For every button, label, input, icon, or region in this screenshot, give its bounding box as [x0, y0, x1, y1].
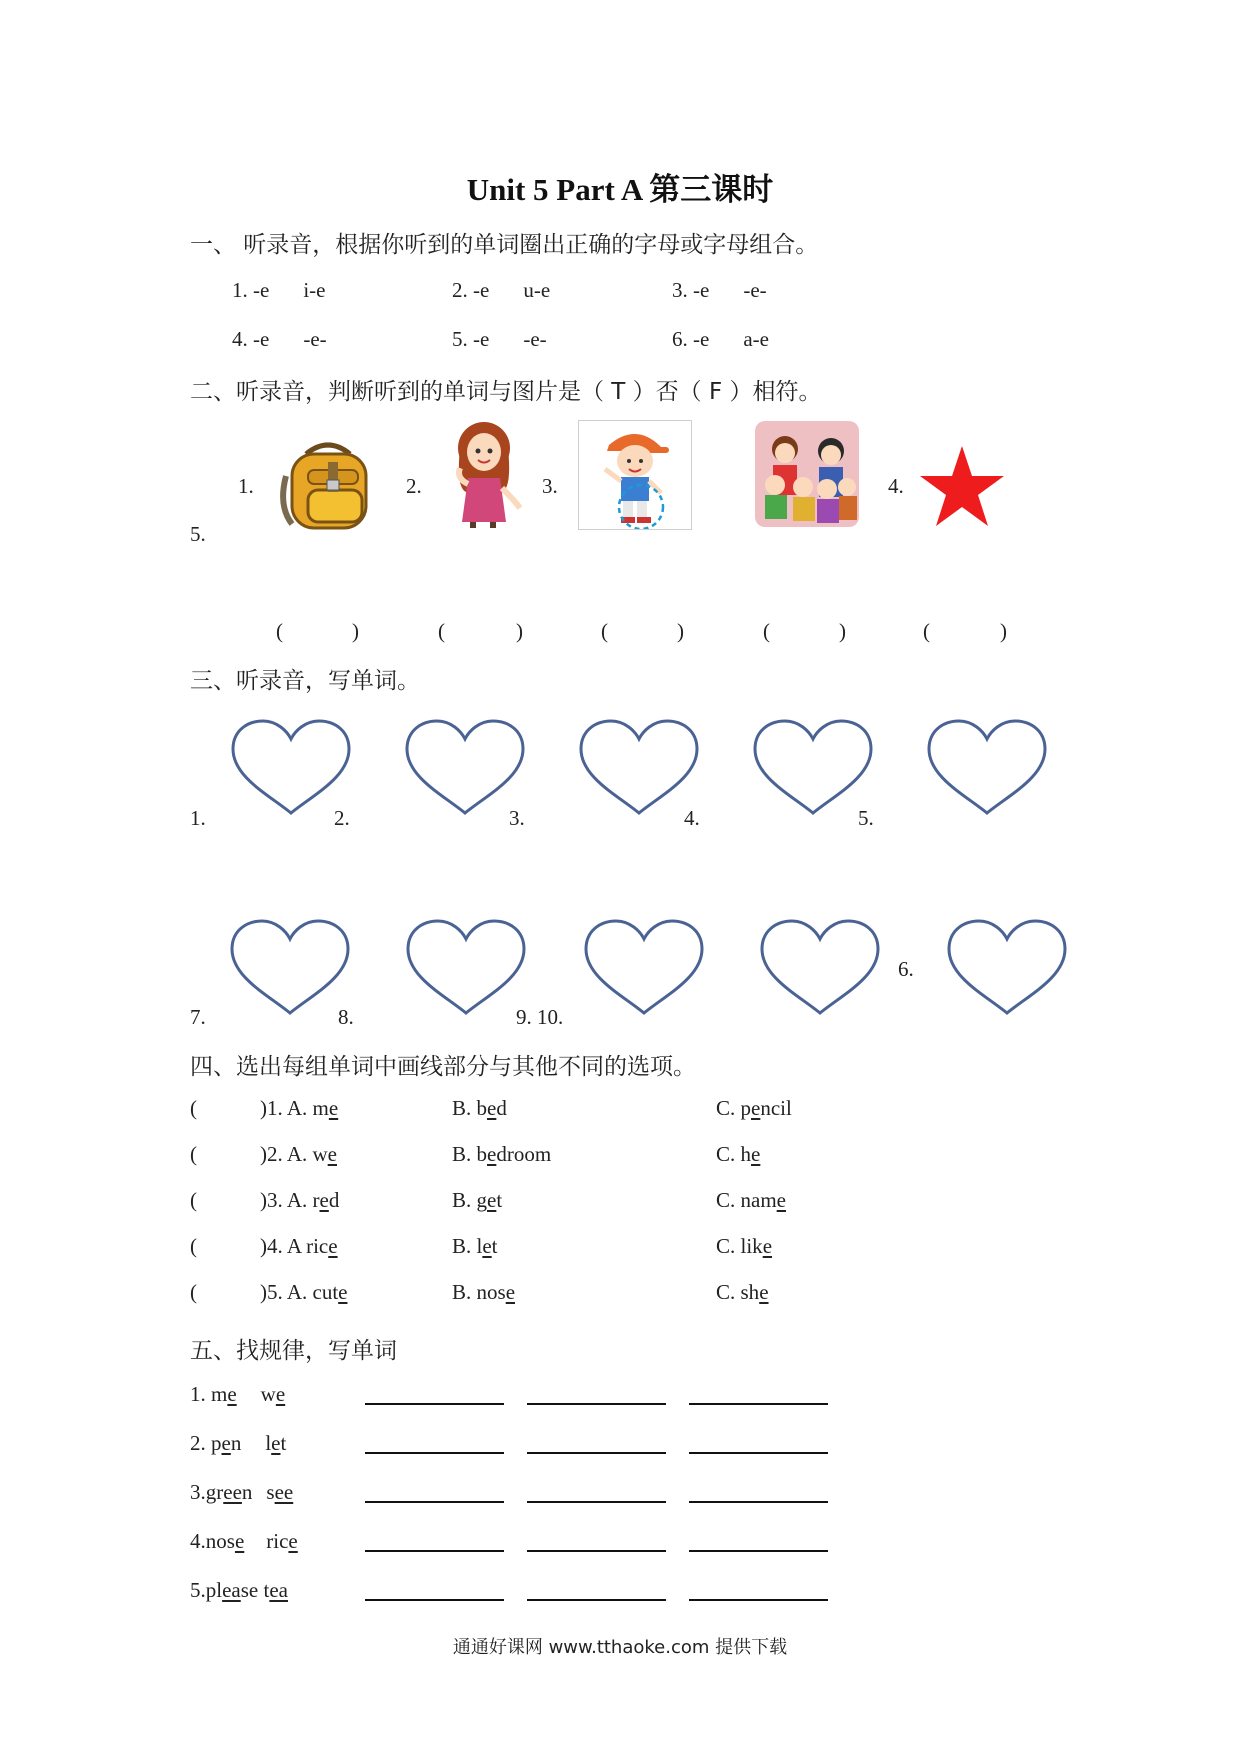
heart-shape-2[interactable] — [403, 719, 527, 817]
s3-label-3: 3. — [509, 806, 525, 830]
answer-blank[interactable] — [527, 1452, 666, 1454]
answer-bracket-close-4: ) — [839, 619, 846, 643]
s4-open-paren: ( — [190, 1188, 197, 1212]
s3-label-9-10: 9. 10. — [516, 1005, 564, 1029]
s5-word-pair: 1. me we — [190, 1382, 286, 1406]
s3-label-7: 7. — [190, 1005, 206, 1029]
family-image — [755, 421, 859, 527]
s4-option-c[interactable]: C. he — [716, 1142, 761, 1166]
s4-option-b[interactable]: B. bedroom — [452, 1142, 552, 1166]
backpack-image — [278, 436, 378, 532]
heart-shape-1[interactable] — [229, 719, 353, 817]
s3-label-4: 4. — [684, 806, 700, 830]
s4-option-b[interactable]: B. nose — [452, 1280, 516, 1304]
answer-blank[interactable] — [527, 1599, 666, 1601]
answer-bracket-open-1: ( — [276, 619, 283, 643]
answer-bracket-close-2: ) — [516, 619, 523, 643]
answer-bracket-close-5: ) — [1000, 619, 1007, 643]
answer-bracket-open-4: ( — [763, 619, 770, 643]
s2-label-2: 2. — [406, 474, 422, 498]
s5-word-pair: 2. pen let — [190, 1431, 287, 1455]
s2-label-5: 5. — [190, 522, 206, 546]
answer-blank[interactable] — [527, 1501, 666, 1503]
s5-word-pair: 4.nose rice — [190, 1529, 298, 1553]
answer-blank[interactable] — [689, 1599, 828, 1601]
s3-label-5: 5. — [858, 806, 874, 830]
s4-row-num: )2. A. we — [260, 1142, 337, 1166]
answer-blank[interactable] — [365, 1599, 504, 1601]
s1-item-2: 2. -e u-e — [452, 278, 551, 302]
girl-image — [446, 418, 526, 530]
s1-item-1: 1. -e i-e — [232, 278, 326, 302]
s4-open-paren: ( — [190, 1234, 197, 1258]
heart-shape-5[interactable] — [925, 719, 1049, 817]
answer-blank[interactable] — [527, 1550, 666, 1552]
section5-heading: 五、找规律，写单词 — [190, 1338, 397, 1364]
s4-option-b[interactable]: B. let — [452, 1234, 498, 1258]
s4-option-b[interactable]: B. get — [452, 1188, 503, 1212]
s3-label-8: 8. — [338, 1005, 354, 1029]
answer-blank[interactable] — [365, 1403, 504, 1405]
heart-shape-7[interactable] — [228, 919, 352, 1017]
answer-bracket-close-3: ) — [677, 619, 684, 643]
s3-label-1: 1. — [190, 806, 206, 830]
s4-open-paren: ( — [190, 1096, 197, 1120]
answer-blank[interactable] — [689, 1452, 828, 1454]
heart-shape-4[interactable] — [751, 719, 875, 817]
s4-row-num: )5. A. cute — [260, 1280, 348, 1304]
answer-blank[interactable] — [689, 1550, 828, 1552]
section3-heading: 三、听录音，写单词。 — [190, 668, 420, 694]
heart-shape-9[interactable] — [582, 919, 706, 1017]
s4-open-paren: ( — [190, 1280, 197, 1304]
s4-option-c[interactable]: C. she — [716, 1280, 769, 1304]
answer-blank[interactable] — [527, 1403, 666, 1405]
section2-heading: 二、听录音，判断听到的单词与图片是（ T ）否（ F ）相符。 — [190, 379, 822, 405]
s4-option-c[interactable]: C. like — [716, 1234, 773, 1258]
s4-option-c[interactable]: C. name — [716, 1188, 786, 1212]
s4-option-c[interactable]: C. pencil — [716, 1096, 792, 1120]
s4-row-num: )4. A rice — [260, 1234, 338, 1258]
star-image — [918, 444, 1006, 528]
s1-item-3: 3. -e -e- — [672, 278, 767, 302]
answer-blank[interactable] — [365, 1452, 504, 1454]
s2-label-1: 1. — [238, 474, 254, 498]
boy-image — [578, 420, 692, 530]
answer-blank[interactable] — [689, 1403, 828, 1405]
s1-item-4: 4. -e -e- — [232, 327, 327, 351]
s4-open-paren: ( — [190, 1142, 197, 1166]
section4-heading: 四、选出每组单词中画线部分与其他不同的选项。 — [190, 1054, 696, 1080]
heart-shape-3[interactable] — [577, 719, 701, 817]
s2-label-3: 3. — [542, 474, 558, 498]
s5-word-pair: 5.please tea — [190, 1578, 288, 1602]
section1-heading: 一、 听录音，根据你听到的单词圈出正确的字母或字母组合。 — [190, 232, 819, 258]
heart-shape-10[interactable] — [758, 919, 882, 1017]
s3-label-6: 6. — [898, 957, 914, 981]
answer-bracket-open-2: ( — [438, 619, 445, 643]
s4-option-b[interactable]: B. bed — [452, 1096, 507, 1120]
s1-item-6: 6. -e a-e — [672, 327, 769, 351]
page-title: Unit 5 Part A 第三课时 — [466, 172, 774, 207]
heart-shape-6[interactable] — [945, 919, 1069, 1017]
s3-label-2: 2. — [334, 806, 350, 830]
answer-blank[interactable] — [689, 1501, 828, 1503]
footer-text: 通通好课网 www.tthaoke.com 提供下载 — [452, 1637, 788, 1658]
heart-shape-8[interactable] — [404, 919, 528, 1017]
answer-blank[interactable] — [365, 1550, 504, 1552]
answer-bracket-open-5: ( — [923, 619, 930, 643]
s4-row-num: )3. A. red — [260, 1188, 340, 1212]
answer-blank[interactable] — [365, 1501, 504, 1503]
s4-row-num: )1. A. me — [260, 1096, 339, 1120]
s1-item-5: 5. -e -e- — [452, 327, 547, 351]
s5-word-pair: 3.green see — [190, 1480, 294, 1504]
answer-bracket-close-1: ) — [352, 619, 359, 643]
s2-label-4: 4. — [888, 474, 904, 498]
answer-bracket-open-3: ( — [601, 619, 608, 643]
